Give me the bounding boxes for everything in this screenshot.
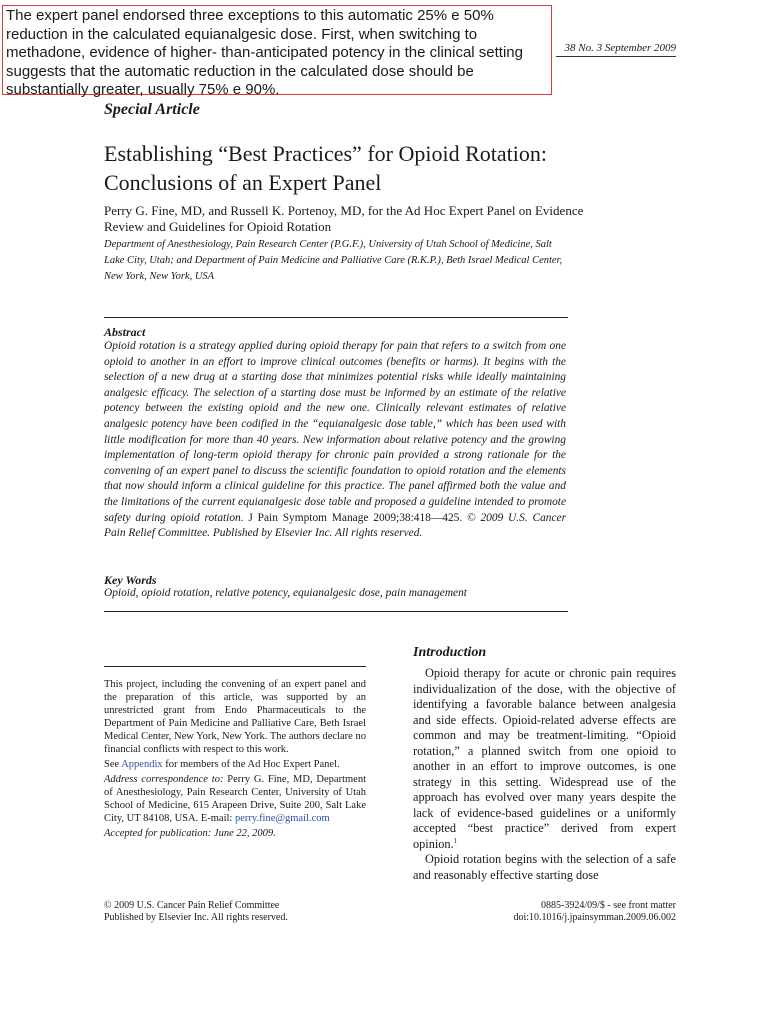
issn-line: 0885-3924/09/$ - see front matter [541, 900, 676, 911]
abstract-heading: Abstract [104, 325, 146, 339]
highlight-note-box: The expert panel endorsed three exceptions to this automatic 25% e 50% reduction in the calculated equianalgesic dose. First, when switching to methadone, evidence of higher- than-anticipated potency in the clinical setting suggests that the automatic reduction in the calculated dose should be substantially greater, usually 75% e 90%. [2, 5, 552, 95]
intro-paragraph [413, 666, 676, 852]
copyright-footer [104, 900, 364, 923]
email-link[interactable]: perry.fine@gmail.com [234, 813, 330, 824]
keywords-heading: Key Words [104, 573, 157, 587]
abstract-text: Opioid rotation is a strategy applied during opioid therapy for pain that refers to a switch from one opioid to another in an effort to improve clinical outcomes (benefits or harms). It begins with the selection of a new drug at a starting dose that minimizes potential risks while ideally maintaining analgesic efficacy. The selection of a starting dose must be informed by an estimate of the relative potency between the existing opioid and the new one. Clinically relevant estimates of relative analgesic potency have been codified in the “equianalgesic dose table,” which has been used with little modification for more than 40 years. New information about relative potency and the growing implementation of long-term opioid therapy for chronic pain provided a strong rationale for the convening of an expert panel to discuss the scientific foundation to opioid rotation and the elements that now should inform a clinical guideline for this practice. The panel affirmed both the value and the limitations of the current equianalgesic dose table and proposed a guideline intended to promote safety during opioid rotation. [104, 340, 566, 524]
reference-marker[interactable]: 1 [453, 836, 458, 845]
correspondence [104, 773, 366, 825]
funding-statement: This project, including the convening of an expert panel and the preparation of this article, was supported by an unrestricted grant from Endo Pharmaceuticals to the Department of Pain Medicine and Palliative Care, Beth Israel Medical Center, New York, New York. The authors declare no financial conflicts with respect to this work. [104, 679, 366, 755]
accepted-date: Accepted for publication: June 22, 2009. [104, 828, 276, 839]
abstract-citation: J Pain Symptom Manage 2009;38:418—425. [248, 511, 463, 524]
appendix-note [104, 758, 366, 771]
appendix-suffix: for members of the Ad Hoc Expert Panel. [165, 759, 340, 770]
issn-footer [450, 900, 676, 923]
footnote-rule [104, 666, 366, 667]
copyright-line-1: © 2009 U.S. Cancer Pain Relief Committee [104, 900, 280, 911]
authors: Perry G. Fine, MD, and Russell K. Portenoy, MD, for the Ad Hoc Expert Panel on Evidence Review and Guidelines for Opioid Rotation [104, 203, 584, 234]
correspondence-label: Address correspondence to: [104, 774, 224, 785]
appendix-prefix: See [104, 759, 120, 770]
top-rule [104, 317, 568, 318]
section-label: Special Article [104, 101, 200, 118]
bottom-rule [104, 611, 568, 612]
appendix-link[interactable]: Appendix [121, 759, 163, 770]
copyright-line-2: Published by Elsevier Inc. All rights reserved. [104, 911, 288, 923]
abstract-body [104, 339, 566, 542]
abstract-copyright: © 2009 U.S. Cancer Pain Relief Committee. Published by Elsevier Inc. All rights reserved. [104, 511, 566, 540]
intro-paragraph-1: Opioid therapy for acute or chronic pain requires individualization of the dose, with the objective of identifying a favorable balance between analgesia and side effects. Opioid-related adverse effects are common and may be treatment-limiting. “Opioid rotation,” a planned switch from one opioid to another in an effort to improve outcomes, is one strategy in this setting. Widespread use of the approach has evolved over many years despite the lack of evidence-based guidelines or a uniformly accepted “best practice” derived from expert opinion. [413, 666, 676, 851]
doi-line: doi:10.1016/j.jpainsymman.2009.06.002 [513, 911, 676, 923]
correspondence-address: Perry G. Fine, MD, Department of Anesthesiology, Pain Research Center, University of Utah School of Medicine, 615 Arapeen Drive, Suite 200, Salt Lake City, UT 84108, USA. E-mail: [104, 774, 366, 824]
article-title: Establishing “Best Practices” for Opioid Rotation: Conclusions of an Expert Panel [104, 141, 547, 195]
affiliation: Department of Anesthesiology, Pain Research Center (P.G.F.), University of Utah School of Medicine, Salt Lake City, Utah; and Department of Pain Medicine and Palliative Care (R.K.P.), Beth Israel Medical Center, New York, New York, USA [104, 239, 563, 282]
keywords-text: Opioid, opioid rotation, relative potency, equianalgesic dose, pain management [104, 587, 467, 599]
introduction-body [413, 666, 676, 883]
introduction-heading: Introduction [413, 645, 487, 660]
journal-running-header: 38 No. 3 September 2009 [556, 42, 676, 57]
intro-paragraph-2: Opioid rotation begins with the selection of a safe and reasonably effective starting dose [413, 852, 676, 882]
footnote-block [104, 678, 366, 842]
